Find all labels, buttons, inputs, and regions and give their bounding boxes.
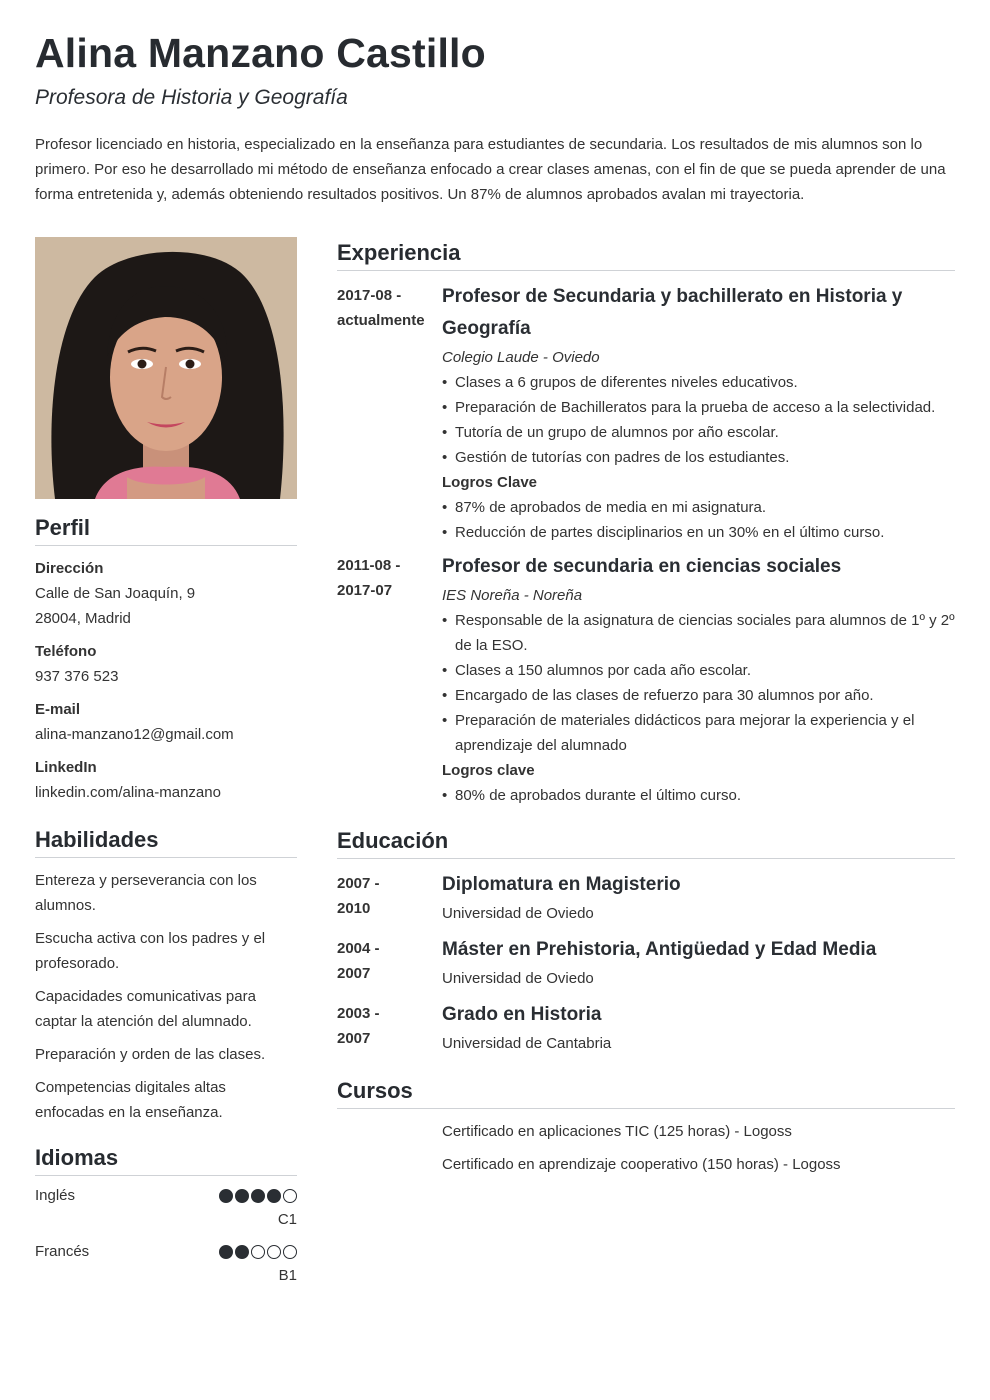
date-end: 2010 xyxy=(337,900,371,917)
language-rating xyxy=(219,1245,297,1259)
language-name: Inglés xyxy=(35,1187,76,1204)
achievements-heading: Logros clave xyxy=(442,762,535,779)
language-row xyxy=(35,1242,297,1298)
skill-item: Capacidades comunicativas para captar la atención del alumnado. xyxy=(35,988,256,1030)
email-link[interactable]: alina-manzano12@gmail.com xyxy=(35,726,234,743)
duty-item: • Preparación de Bachilleratos para la prueba de acceso a la selectividad. xyxy=(442,395,955,420)
education-entry xyxy=(337,869,955,926)
institution: Universidad de Oviedo xyxy=(442,970,594,987)
course-item: Certificado en aplicaciones TIC (125 horas) - Logoss xyxy=(442,1123,792,1140)
employer: IES Noreña - Noreña xyxy=(442,587,583,604)
duty-item: • Responsable de la asignatura de ciencias sociales para alumnos de 1º y 2º de la ESO. xyxy=(442,608,955,658)
experience-entry xyxy=(337,281,955,545)
address-label: Dirección xyxy=(35,560,104,577)
date-end: 2017-07 xyxy=(337,582,393,599)
duty-item: • Clases a 6 grupos de diferentes niveles educativos. xyxy=(442,370,955,395)
employer: Colegio Laude - Oviedo xyxy=(442,349,600,366)
phone-value: 937 376 523 xyxy=(35,668,119,685)
date-start: 2004 - xyxy=(337,940,380,957)
institution: Universidad de Cantabria xyxy=(442,1035,612,1052)
achievement-item: • 87% de aprobados de media en mi asignatura. xyxy=(442,495,955,520)
rating-dot-empty xyxy=(267,1245,281,1259)
language-row xyxy=(35,1186,297,1242)
education-section-title: Educación xyxy=(337,828,955,859)
education-entry xyxy=(337,934,955,991)
rating-dot-empty xyxy=(283,1189,297,1203)
profile-photo xyxy=(35,237,297,499)
candidate-role: Profesora de Historia y Geografía xyxy=(35,86,348,109)
rating-dot-filled xyxy=(251,1189,265,1203)
institution: Universidad de Oviedo xyxy=(442,905,594,922)
education-dates xyxy=(337,934,442,991)
linkedin-link[interactable]: linkedin.com/alina-manzano xyxy=(35,784,221,801)
address-line1: Calle de San Joaquín, 9 xyxy=(35,585,196,602)
skill-item: Entereza y perseverancia con los alumnos. xyxy=(35,872,257,914)
address-line2: 28004, Madrid xyxy=(35,610,131,627)
courses-section-title: Cursos xyxy=(337,1078,955,1109)
experience-entry xyxy=(337,551,955,808)
right-column xyxy=(337,240,955,1185)
date-start: 2011-08 - xyxy=(337,557,401,574)
date-end: actualmente xyxy=(337,312,425,329)
date-start: 2007 - xyxy=(337,875,380,892)
language-rating xyxy=(219,1189,297,1203)
achievement-item: • 80% de aprobados durante el último curso. xyxy=(442,783,955,808)
skill-item: Escucha activa con los padres y el profesorado. xyxy=(35,930,266,972)
duty-item: • Gestión de tutorías con padres de los estudiantes. xyxy=(442,445,955,470)
experience-dates xyxy=(337,551,442,808)
rating-dot-empty xyxy=(251,1245,265,1259)
summary-text: Profesor licenciado en historia, especializado en la enseñanza para estudiantes de secundaria. Los resultados de mis alumnos son lo primero. Por eso he desarrollado mi método de enseñanza enfocado a crear clases amenas, con el fin de que se pueda aprender de una forma entretenida y, además obteniendo resultados positivos. Un 87% de alumnos aprobados avalan mi trayectoria. xyxy=(35,136,946,203)
rating-dot-filled xyxy=(219,1189,233,1203)
date-start: 2003 - xyxy=(337,1005,380,1022)
candidate-name: Alina Manzano Castillo xyxy=(35,30,486,76)
skill-item: Competencias digitales altas enfocadas en la enseñanza. xyxy=(35,1079,226,1121)
email-label: E-mail xyxy=(35,701,81,718)
languages-section-title: Idiomas xyxy=(35,1145,297,1176)
rating-dot-empty xyxy=(283,1245,297,1259)
duty-item: • Encargado de las clases de refuerzo para 30 alumnos por año. xyxy=(442,683,955,708)
degree-title: Máster en Prehistoria, Antigüedad y Edad Media xyxy=(442,939,877,960)
language-level: B1 xyxy=(278,1267,297,1284)
left-column xyxy=(35,515,297,1298)
rating-dot-filled xyxy=(235,1245,249,1259)
date-end: 2007 xyxy=(337,1030,371,1047)
achievement-item: • Reducción de partes disciplinarios en un 30% en el último curso. xyxy=(442,520,955,545)
language-name: Francés xyxy=(35,1243,90,1260)
job-title: Profesor de secundaria en ciencias sociales xyxy=(442,556,842,577)
education-dates xyxy=(337,869,442,926)
language-level: C1 xyxy=(277,1211,297,1228)
rating-dot-filled xyxy=(219,1245,233,1259)
degree-title: Grado en Historia xyxy=(442,1004,602,1025)
skill-item: Preparación y orden de las clases. xyxy=(35,1046,266,1063)
duty-item: • Preparación de materiales didácticos para mejorar la experiencia y el aprendizaje del alumnado xyxy=(442,708,955,758)
rating-dot-filled xyxy=(267,1189,281,1203)
degree-title: Diplomatura en Magisterio xyxy=(442,874,681,895)
rating-dot-filled xyxy=(235,1189,249,1203)
education-dates xyxy=(337,999,442,1056)
date-start: 2017-08 - xyxy=(337,287,402,304)
skills-section-title: Habilidades xyxy=(35,827,297,858)
course-item: Certificado en aprendizaje cooperativo (150 horas) - Logoss xyxy=(442,1156,841,1173)
achievements-heading: Logros Clave xyxy=(442,474,538,491)
phone-label: Teléfono xyxy=(35,643,97,660)
linkedin-label: LinkedIn xyxy=(35,759,97,776)
education-entry xyxy=(337,999,955,1056)
job-title: Profesor de Secundaria y bachillerato en Historia y Geografía xyxy=(442,286,903,339)
experience-section-title: Experiencia xyxy=(337,240,955,271)
profile-section-title: Perfil xyxy=(35,515,297,546)
experience-dates xyxy=(337,281,442,545)
duty-item: • Tutoría de un grupo de alumnos por año escolar. xyxy=(442,420,955,445)
duty-item: • Clases a 150 alumnos por cada año escolar. xyxy=(442,658,955,683)
date-end: 2007 xyxy=(337,965,371,982)
